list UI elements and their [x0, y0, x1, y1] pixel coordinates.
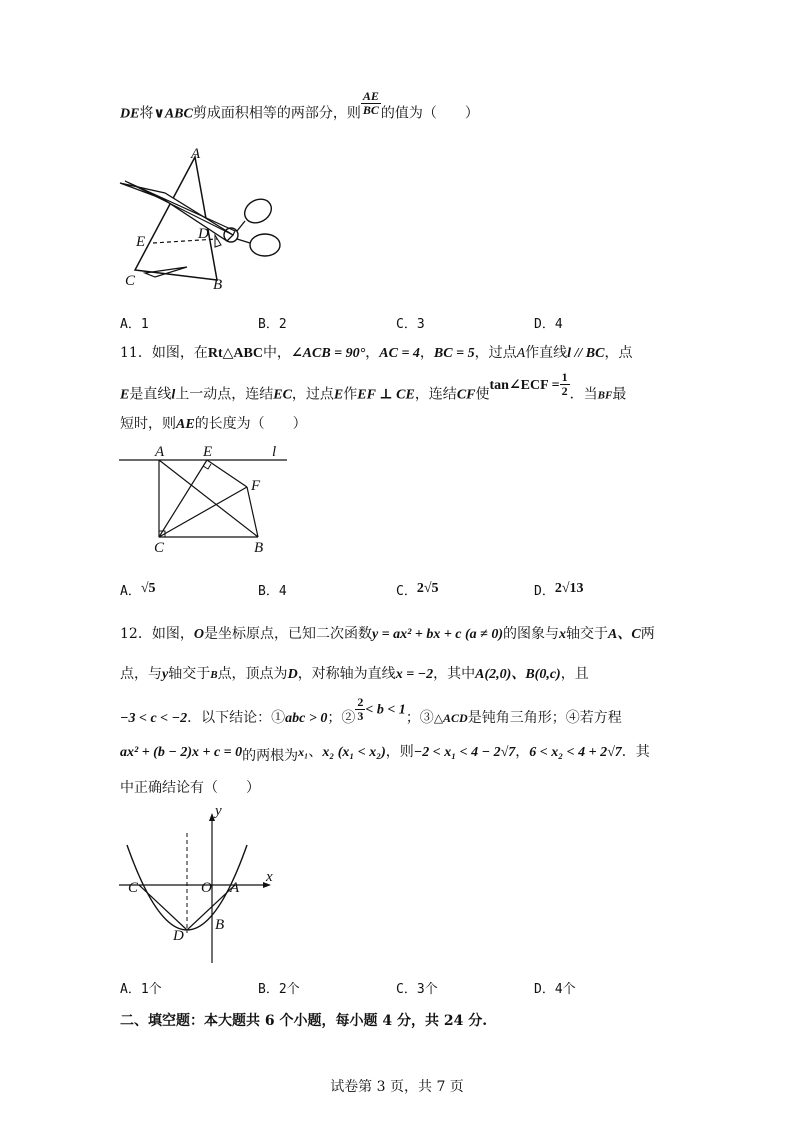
q10-choice-b[interactable]: B．2 — [258, 317, 287, 332]
label-a: A — [191, 146, 201, 162]
label-c: C — [125, 273, 136, 289]
q11-choice-a[interactable]: A．√5 — [120, 581, 156, 599]
label-e: E — [203, 444, 213, 460]
label-d: D — [173, 928, 184, 944]
label-a: A — [155, 444, 165, 460]
q10-choice-d[interactable]: D．4 — [534, 317, 563, 332]
q12-line4: ax² + (b − 2)x + c = 0的两根为x₁、x₂ (x₁ < x₂)，则−2 < x₁ < 4 − 2√7，6 < x₂ < 4 + 2√7．其 — [120, 744, 650, 764]
page-footer: 试卷第 3 页，共 7 页 — [330, 1079, 464, 1095]
label-b: B — [215, 917, 225, 933]
q11-line3: 短时，则AE的长度为（ ） — [120, 416, 307, 432]
q12-line5: 中正确结论有（ ） — [120, 780, 260, 796]
label-f: F — [251, 478, 261, 494]
q12-figure — [115, 805, 285, 970]
q12-line2: 点，与y轴交于B点，顶点为D，对称轴为直线x = −2，其中A(2,0)、B(0,c)，且 — [120, 666, 589, 682]
segment-ab — [159, 460, 258, 537]
q10-fraction: $\frac{AE}{BC}$ — [362, 89, 379, 117]
q10-de: DE — [120, 106, 140, 122]
scissor-handle-lower — [250, 234, 280, 256]
label-e: E — [136, 234, 146, 250]
label-b: B — [213, 277, 223, 293]
q12-choice-c[interactable]: C．3个 — [396, 982, 438, 997]
label-y: y — [215, 805, 222, 819]
label-l: l — [272, 444, 277, 460]
label-o: O — [201, 880, 212, 896]
label-a: A — [230, 880, 240, 896]
label-c: C — [128, 880, 139, 896]
section-heading-fill-in: 二、填空题：本大题共 6 个小题，每小题 4 分，共 24 分. — [120, 1013, 488, 1029]
q10-choice-a[interactable]: A．1 — [120, 317, 149, 332]
label-d: D — [198, 226, 209, 242]
q11-line1: 11．如图，在Rt△ABC中，∠ACB = 90°，AC = 4，BC = 5，过点A作直线l // BC，点 — [120, 345, 633, 361]
q10-choice-c[interactable]: C．3 — [396, 317, 425, 332]
label-x: x — [266, 869, 273, 885]
label-c: C — [154, 540, 165, 556]
label-b: B — [254, 540, 264, 556]
segment-ce — [159, 460, 207, 537]
q12-line3: −3 < c < −2．以下结论：①abc > 0；② $\frac{2}{3}$ < b < 1；③△ACD是钝角三角形；④若方程 — [120, 695, 622, 726]
q11-line2: E是直线l上一动点，连结EC，过点E作EF ⊥ CE，连结CF使tan∠ECF = $\frac{1}{2}$ ．当BF最 — [120, 370, 627, 403]
q12-choice-a[interactable]: A．1个 — [120, 982, 162, 997]
q11-choice-b[interactable]: B．4 — [258, 584, 287, 599]
segment-cd — [139, 885, 187, 930]
scissor-handle-upper — [240, 194, 275, 227]
q11-choice-d[interactable]: D．2√13 — [534, 581, 584, 599]
q10-figure — [115, 145, 295, 295]
q10-stem: DE将∨ABC剪成面积相等的两部分，则 $\frac{AE}{BC}$ 的值为（ ） — [120, 89, 479, 122]
q12-line1: 12．如图，O是坐标原点，已知二次函数y = ax² + bx + c (a ≠ 0)的图象与x轴交于A、C两 — [120, 626, 655, 642]
q10-triangle: ∨ABC — [153, 106, 193, 122]
q12-choice-b[interactable]: B．2个 — [258, 982, 300, 997]
segment-ef — [207, 460, 247, 487]
q12-choice-d[interactable]: D．4个 — [534, 982, 576, 997]
q11-figure — [115, 443, 295, 558]
q11-choice-c[interactable]: C．2√5 — [396, 581, 439, 599]
